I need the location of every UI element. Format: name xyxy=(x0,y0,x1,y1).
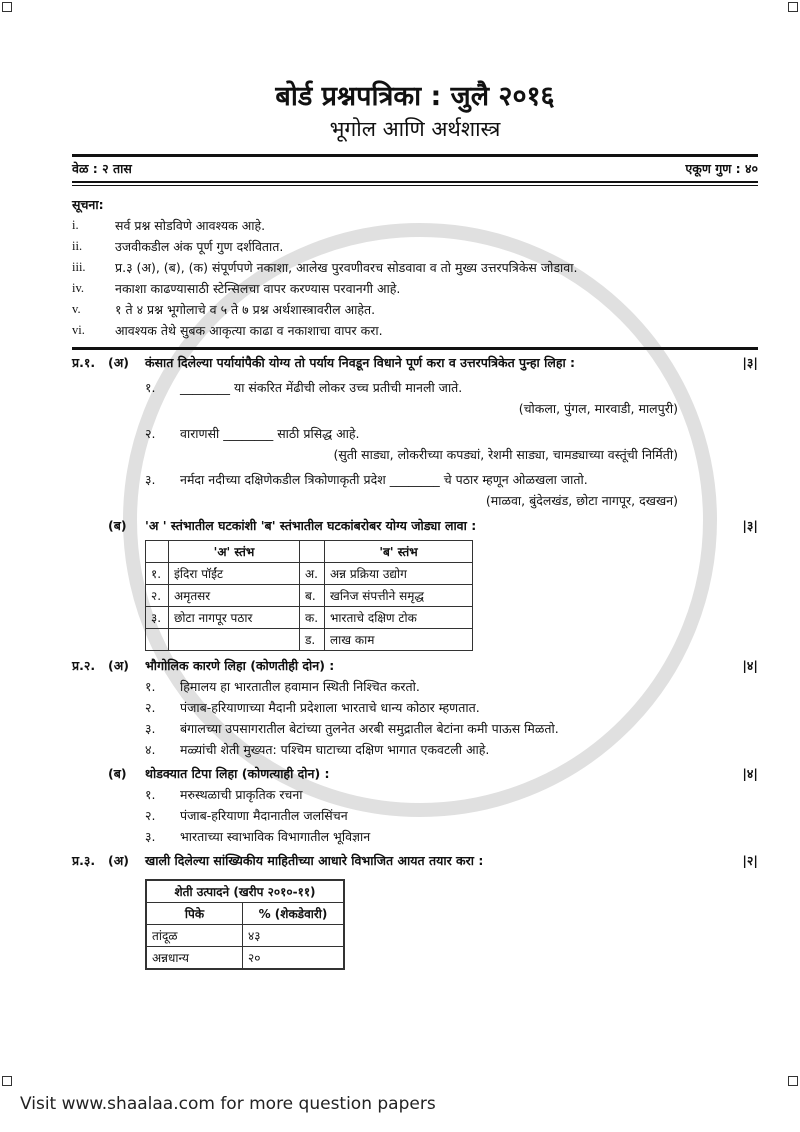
column-header: पिके xyxy=(146,903,243,925)
instruction-item xyxy=(72,236,758,257)
table-cell: ३. xyxy=(146,607,169,629)
question-number xyxy=(72,515,108,536)
question-text: भौगोलिक कारणे लिहा (कोणतीही दोन) : xyxy=(145,658,335,673)
item-number: ३. xyxy=(145,472,156,487)
table-row xyxy=(146,585,473,607)
table-row xyxy=(146,563,473,585)
list-item xyxy=(72,718,758,739)
table-cell: इंदिरा पॉईंट xyxy=(169,563,300,585)
column-a-header: 'अ' स्तंभ xyxy=(169,541,300,563)
item-text: पंजाब-हरियाणाच्या मैदानी प्रदेशाला भारताचे धान्य कोठार म्हणतात. xyxy=(180,700,480,715)
item-number: ३. xyxy=(145,829,156,844)
marks: |४| xyxy=(742,766,758,781)
statement-prefix: नर्मदा नदीच्या दक्षिणेकडील त्रिकोणाकृती प्रदेश xyxy=(180,472,390,487)
divider xyxy=(72,185,758,186)
blank: ________ xyxy=(389,472,440,487)
question-number: प्र.३. xyxy=(72,853,96,868)
crop-mark xyxy=(2,1076,12,1086)
instructions-heading: सूचना: xyxy=(72,197,104,212)
question-text: कंसात दिलेल्या पर्यायांपैकी योग्य तो पर्याय निवडून विधाने पूर्ण करा व उत्तरपत्रिकेत पुन्हा लिहा : xyxy=(145,355,576,370)
list-item xyxy=(72,739,758,760)
crop-mark xyxy=(788,2,798,12)
column-header: % (शेकडेवारी) xyxy=(243,903,345,925)
page-title: बोर्ड प्रश्नपत्रिका : जुलै २०१६ xyxy=(275,81,555,112)
instruction-number: iii. xyxy=(72,260,86,274)
question-heading xyxy=(72,763,758,784)
table-cell: अ. xyxy=(300,563,325,585)
instruction-number: ii. xyxy=(72,239,83,253)
cell xyxy=(146,541,169,563)
crop-mark xyxy=(2,2,12,12)
footer-text: Visit www.shaalaa.com for more question papers xyxy=(20,1094,436,1114)
item-number: ४. xyxy=(145,742,156,757)
instruction-item xyxy=(72,215,758,236)
table-cell: २. xyxy=(146,585,169,607)
instruction-text: उजवीकडील अंक पूर्ण गुण दर्शवितात. xyxy=(115,239,284,254)
divider xyxy=(72,181,758,183)
options: (माळवा, बुंदेलखंड, छोटा नागपूर, दखखन) xyxy=(485,493,678,508)
subquestion-label: (ब) xyxy=(108,518,127,533)
time-label: वेळ : २ तास xyxy=(72,161,132,176)
options: (सुती साड्या, लोकरीच्या कपड्यां, रेशमी साड्या, चामड्याच्या वस्तूंची निर्मिती) xyxy=(333,447,678,462)
table-cell: अन्नधान्य xyxy=(146,947,243,970)
table-cell xyxy=(146,629,169,651)
instruction-item xyxy=(72,278,758,299)
crop-mark xyxy=(788,1076,798,1086)
total-marks: एकूण गुण : ४० xyxy=(685,161,758,176)
table-row xyxy=(146,629,473,651)
table-cell: भारताचे दक्षिण टोक xyxy=(325,607,473,629)
fill-blank-item xyxy=(72,469,758,490)
subquestion-label: (अ) xyxy=(108,853,129,868)
table-cell: खनिज संपत्तीने समृद्ध xyxy=(325,585,473,607)
item-number: २. xyxy=(145,808,156,823)
instruction-number: v. xyxy=(72,302,81,316)
question-text: खाली दिलेल्या सांख्यिकीय माहितीच्या आधारे विभाजित आयत तयार करा : xyxy=(145,853,484,868)
item-number: २. xyxy=(145,426,156,441)
table-cell: अन्न प्रक्रिया उद्योग xyxy=(325,563,473,585)
questions xyxy=(72,352,758,970)
item-number: १. xyxy=(145,787,156,802)
fill-blank-statement xyxy=(180,423,758,444)
table-title: शेती उत्पादने (खरीप २०१०-११) xyxy=(146,880,344,903)
item-number: १. xyxy=(145,380,156,395)
table-header-row xyxy=(146,541,473,563)
subject-title: भूगोल आणि अर्थशास्त्र xyxy=(329,117,501,141)
table-cell xyxy=(169,629,300,651)
instruction-text: १ ते ४ प्रश्न भूगोलाचे व ५ ते ७ प्रश्न अर्थशास्त्रावरील आहेत. xyxy=(115,302,376,317)
fill-blank-statement xyxy=(180,377,758,398)
question-heading xyxy=(72,850,758,871)
question-heading xyxy=(72,655,758,676)
item-number: २. xyxy=(145,700,156,715)
fill-blank-item xyxy=(72,377,758,398)
column-b-header: 'ब' स्तंभ xyxy=(325,541,473,563)
divider xyxy=(72,347,758,350)
item-text: मळ्यांची शेती मुख्यत: पश्चिम घाटाच्या दक्षिण भागात एकवटली आहे. xyxy=(180,742,490,757)
subquestion-label: (अ) xyxy=(108,658,129,673)
question-heading xyxy=(72,352,758,373)
statement-suffix: साठी प्रसिद्ध आहे. xyxy=(273,426,360,441)
instruction-number: vi. xyxy=(72,323,85,337)
marks: |२| xyxy=(742,853,758,868)
table-header-row xyxy=(146,903,344,925)
question-heading xyxy=(72,515,758,536)
table-cell: ४३ xyxy=(243,925,345,947)
item-number: ३. xyxy=(145,721,156,736)
options: (चोकला, पुंगल, मारवाडी, मालपुरी) xyxy=(518,401,678,416)
exam-paper xyxy=(72,80,758,974)
instruction-item xyxy=(72,299,758,320)
blank: ________ xyxy=(223,426,274,441)
list-item xyxy=(72,676,758,697)
instruction-item xyxy=(72,320,758,341)
statement-suffix: चे पठार म्हणून ओळखला जातो. xyxy=(439,472,588,487)
instruction-text: सर्व प्रश्न सोडविणे आवश्यक आहे. xyxy=(115,218,266,233)
table-cell: छोटा नागपूर पठार xyxy=(169,607,300,629)
statistics-table xyxy=(145,879,345,970)
question-text: थोडक्यात टिपा लिहा (कोणत्याही दोन) : xyxy=(145,766,330,781)
fill-blank-statement xyxy=(180,469,758,490)
table-row xyxy=(146,925,344,947)
table-row xyxy=(146,947,344,970)
match-table xyxy=(145,540,473,651)
list-item xyxy=(72,697,758,718)
item-text: पंजाब-हरियाणा मैदानातील जलसिंचन xyxy=(180,808,348,823)
table-cell: क. xyxy=(300,607,325,629)
table-row xyxy=(146,607,473,629)
table-cell: ब. xyxy=(300,585,325,607)
table-title-row xyxy=(146,880,344,903)
cell xyxy=(300,541,325,563)
instruction-number: iv. xyxy=(72,281,85,295)
fill-blank-item xyxy=(72,423,758,444)
instruction-text: आवश्यक तेथे सुबक आकृत्या काढा व नकाशाचा वापर करा. xyxy=(115,323,383,338)
instruction-number: i. xyxy=(72,218,79,232)
question-number xyxy=(72,763,108,784)
instructions-list xyxy=(72,215,758,341)
item-number: १. xyxy=(145,679,156,694)
statement-prefix: वाराणसी xyxy=(180,426,224,441)
question-number: प्र.२. xyxy=(72,658,96,673)
subquestion-label: (अ) xyxy=(108,355,129,370)
question-text: 'अ ' स्तंभातील घटकांशी 'ब' स्तंभातील घटकांबरोबर योग्य जोड्या लावा : xyxy=(145,518,477,533)
list-item xyxy=(72,826,758,847)
meta-row xyxy=(72,159,758,179)
table-cell: लाख काम xyxy=(325,629,473,651)
instruction-text: नकाशा काढण्यासाठी स्टेन्सिलचा वापर करण्यास परवानगी आहे. xyxy=(115,281,401,296)
item-text: बंगालच्या उपसागरातील बेटांच्या तुलनेत अरबी समुद्रातील बेटांना कमी पाऊस मिळतो. xyxy=(180,721,559,736)
item-text: हिमालय हा भारतातील हवामान स्थिती निश्चित करतो. xyxy=(180,679,420,694)
list-item xyxy=(72,805,758,826)
divider xyxy=(72,154,758,157)
table-cell: २० xyxy=(243,947,345,970)
table-cell: ड. xyxy=(300,629,325,651)
item-text: मरुस्थळाची प्राकृतिक रचना xyxy=(180,787,303,802)
marks: |४| xyxy=(742,658,758,673)
marks: |३| xyxy=(742,355,758,370)
instruction-text: प्र.३ (अ), (ब), (क) संपूर्णपणे नकाशा, आलेख पुरवणीवरच सोडवावा व तो मुख्य उत्तरपत्रिकेस जोडावा. xyxy=(115,260,578,275)
item-text: भारताच्या स्वाभाविक विभागातील भूविज्ञान xyxy=(180,829,371,844)
table-cell: अमृतसर xyxy=(169,585,300,607)
marks: |३| xyxy=(742,518,758,533)
subquestion-label: (ब) xyxy=(108,766,127,781)
question-number: प्र.१. xyxy=(72,355,96,370)
table-cell: तांदूळ xyxy=(146,925,243,947)
blank: ________ xyxy=(180,380,230,395)
list-item xyxy=(72,784,758,805)
statement-suffix: या संकरित मेंढीची लोकर उच्च प्रतीची मानली जाते. xyxy=(230,380,463,395)
table-cell: १. xyxy=(146,563,169,585)
instruction-item xyxy=(72,257,758,278)
